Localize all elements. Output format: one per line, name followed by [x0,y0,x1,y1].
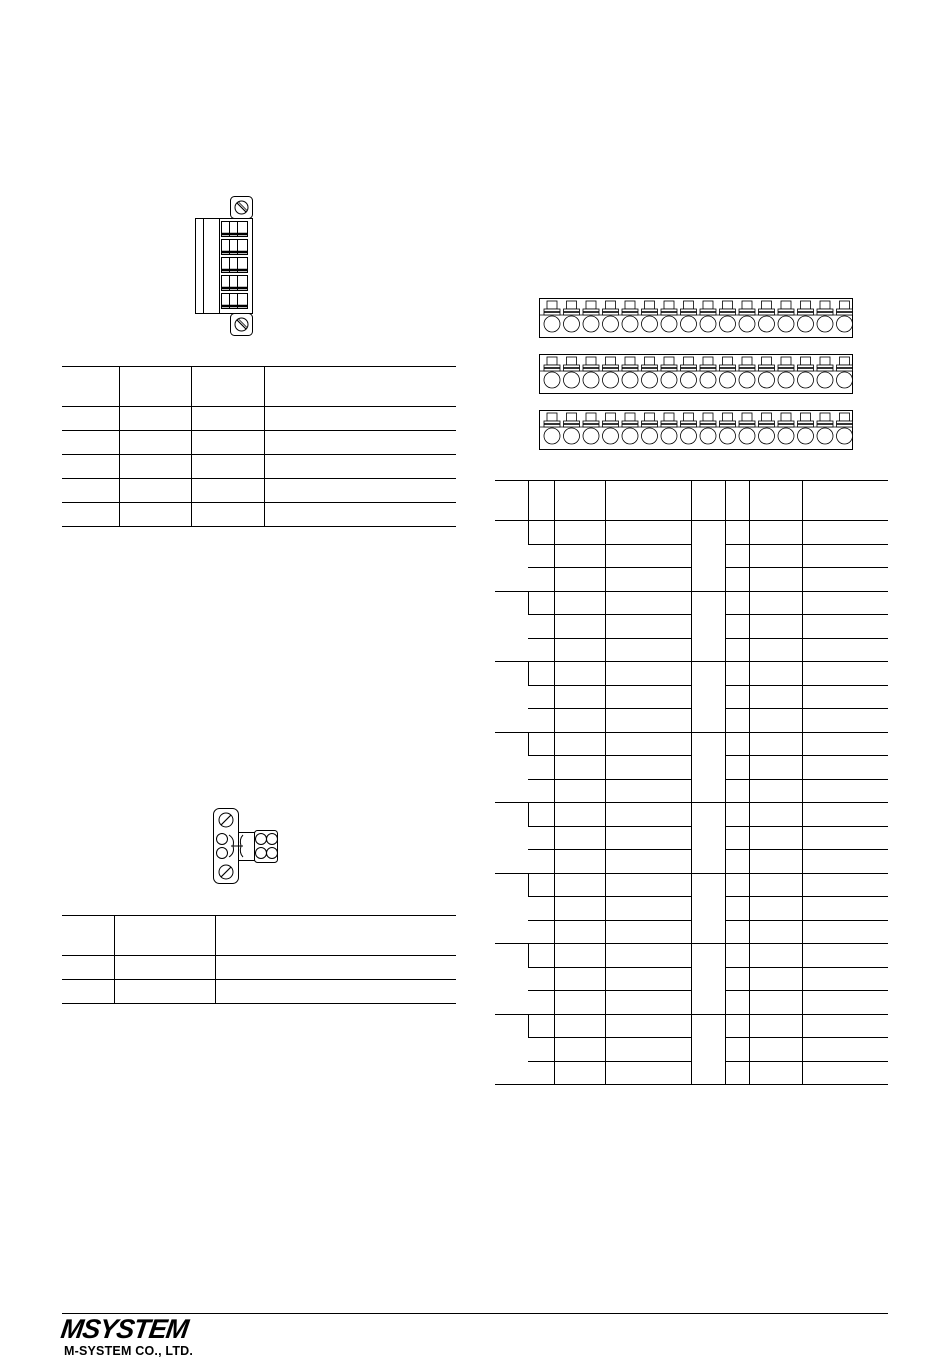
company-logo: MSYSTEM [59,1314,190,1344]
five-pin-terminal-block-icon [195,196,259,336]
two-pin-table [62,915,456,1004]
company-name: M-SYSTEM CO., LTD. [64,1344,194,1358]
terminal-strip-icon [539,297,853,453]
five-pin-table [62,366,456,527]
terminal-assignment-table [495,480,888,1085]
two-pin-spring-connector-icon [213,808,279,884]
